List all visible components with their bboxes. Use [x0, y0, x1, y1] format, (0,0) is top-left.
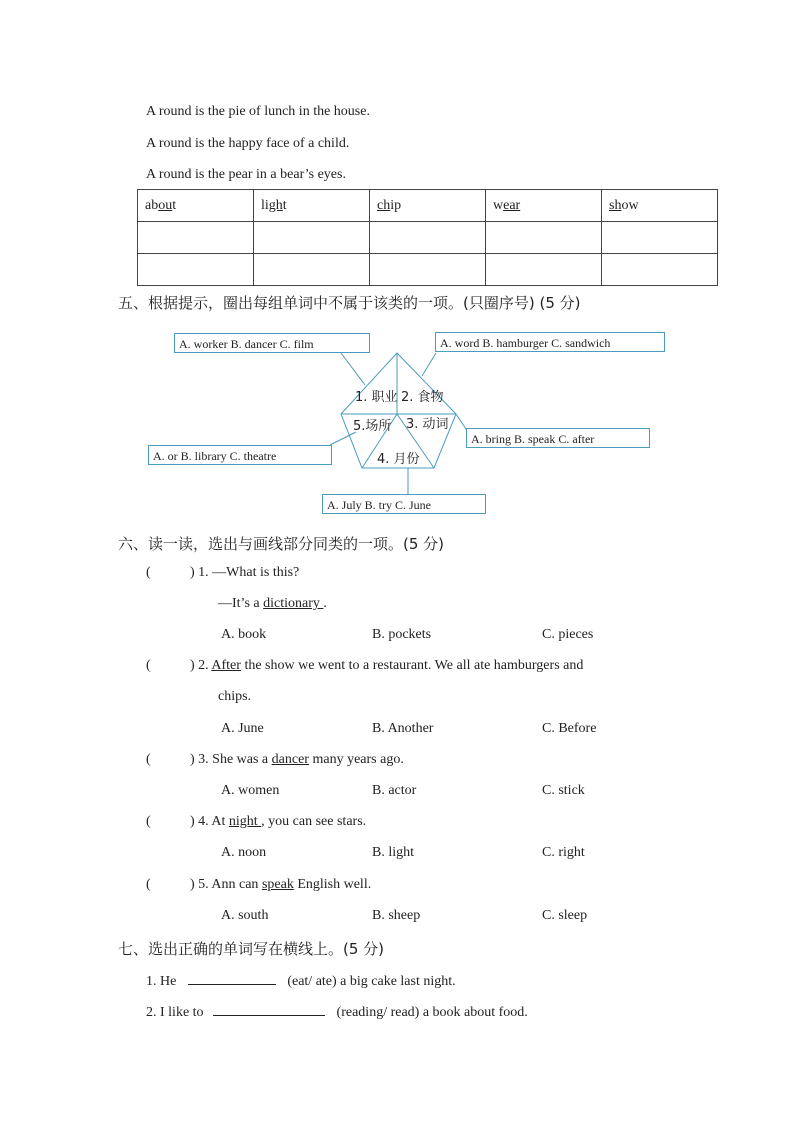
connector-line [341, 353, 365, 385]
table-header-cell: show [602, 190, 718, 222]
section-5-title: 五、根据提示，圈出每组单词中不属于该类的一项。(只圈序号) (5 分) [118, 294, 581, 312]
table-header-cell: light [254, 190, 370, 222]
question-3: ( ) 3. She was a dancer many years ago. [146, 752, 404, 767]
question-2: ( ) 2. After the show we went to a restaurant. We all ate hamburgers and [146, 658, 584, 673]
wedge-label-food: 2. 食物 [401, 390, 444, 405]
option-box-jobs[interactable]: A. worker B. dancer C. film [174, 333, 370, 353]
answer-blank[interactable] [213, 1001, 325, 1016]
poem-line-2: A round is the happy face of a child. [146, 136, 350, 151]
fill-item-2: 2. I like to (reading/ read) a book about food. [146, 1001, 528, 1021]
option-a[interactable]: A. south [221, 908, 269, 923]
table-header-cell: chip [370, 190, 486, 222]
option-c[interactable]: C. Before [542, 721, 597, 736]
option-b[interactable]: B. pockets [372, 627, 432, 642]
option-c[interactable]: C. stick [542, 783, 585, 798]
option-a[interactable]: A. noon [221, 845, 267, 860]
option-c[interactable]: C. sleep [542, 908, 588, 923]
answer-blank[interactable] [188, 970, 276, 985]
option-b[interactable]: B. light [372, 845, 415, 860]
option-a[interactable]: A. book [221, 627, 267, 642]
connector-line [422, 353, 436, 376]
poem-line-3: A round is the pear in a bear’s eyes. [146, 167, 346, 182]
answer-paren[interactable]: ( [146, 752, 151, 767]
answer-paren[interactable]: ( [146, 877, 151, 892]
section-6-title: 六、读一读，选出与画线部分同类的一项。(5 分) [118, 535, 445, 553]
question-1: ( ) 1. —What is this? [146, 565, 300, 580]
table-header-cell: about [138, 190, 254, 222]
table-header-cell: wear [486, 190, 602, 222]
section-7-title: 七、选出正确的单词写在横线上。(5 分) [118, 940, 385, 958]
question-5: ( ) 5. Ann can speak English well. [146, 877, 372, 892]
option-a[interactable]: A. women [221, 783, 280, 798]
question-4: ( ) 4. At night , you can see stars. [146, 814, 367, 829]
option-box-places[interactable]: A. or B. library C. theatre [148, 445, 332, 465]
poem-line-1: A round is the pie of lunch in the house. [146, 104, 370, 119]
answer-paren[interactable]: ( [146, 565, 151, 580]
answer-paren[interactable]: ( [146, 814, 151, 829]
answer-paren[interactable]: ( [146, 658, 151, 673]
wedge-label-months: 4. 月份 [377, 452, 420, 467]
question-2-line-2: chips. [218, 689, 252, 704]
option-a[interactable]: A. June [221, 721, 264, 736]
wedge-label-places: 5.场所 [353, 419, 392, 434]
fill-item-1: 1. He (eat/ ate) a big cake last night. [146, 970, 456, 990]
wedge-label-jobs: 1. 职业 [355, 390, 398, 405]
option-b[interactable]: B. actor [372, 783, 417, 798]
option-b[interactable]: B. Another [372, 721, 434, 736]
option-c[interactable]: C. pieces [542, 627, 594, 642]
option-box-verbs[interactable]: A. bring B. speak C. after [466, 428, 650, 448]
option-box-months[interactable]: A. July B. try C. June [322, 494, 486, 514]
option-b[interactable]: B. sheep [372, 908, 421, 923]
wedge-label-verbs: 3. 动词 [406, 417, 449, 432]
option-box-food[interactable]: A. word B. hamburger C. sandwich [435, 332, 665, 352]
option-c[interactable]: C. right [542, 845, 585, 860]
question-1-line-2: —It’s a dictionary . [218, 596, 327, 611]
